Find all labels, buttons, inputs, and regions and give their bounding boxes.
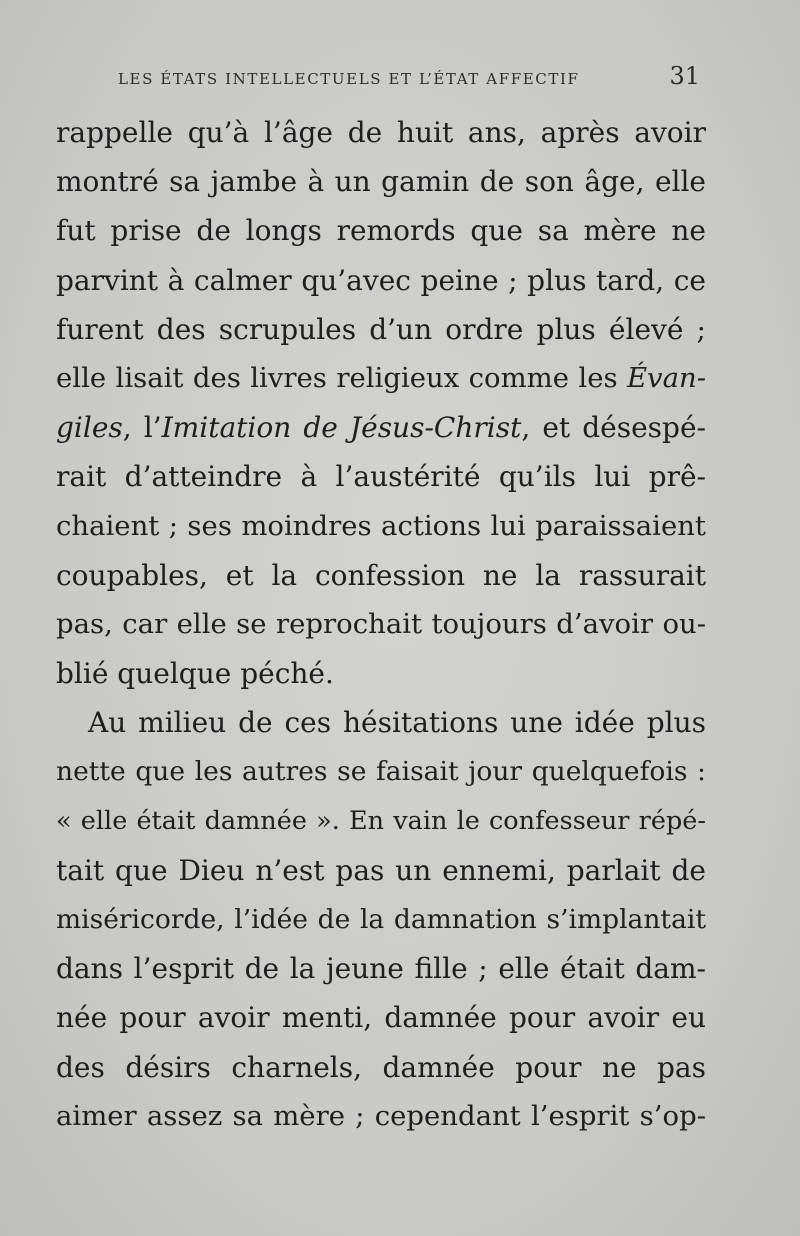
text-line: pas, car elle se reprochait toujours d’avoir ou- <box>56 607 706 640</box>
running-head-title: LES ÉTATS INTELLECTUELS ET L’ÉTAT AFFECTIF <box>118 70 580 88</box>
text-span: , et désespé- <box>521 411 706 445</box>
text-line: « elle était damnée ». En vain le confesseur répé- <box>56 805 706 836</box>
page-number: 31 <box>669 62 700 90</box>
text-line: née pour avoir menti, damnée pour avoir eu <box>56 1001 706 1035</box>
text-line: chaient ; ses moindres actions lui paraissaient <box>56 509 706 542</box>
italic-title: Imitation de Jésus-Christ <box>161 411 522 445</box>
text-line: miséricorde, l’idée de la damnation s’implantait <box>56 904 706 935</box>
text-line: dans l’esprit de la jeune fille ; elle était dam- <box>56 952 706 986</box>
text-line: fut prise de longs remords que sa mère ne <box>56 214 706 248</box>
italic-title: giles <box>56 411 123 445</box>
text-line: parvint à calmer qu’avec peine ; plus tard, ce <box>56 263 706 297</box>
text-line <box>56 354 706 403</box>
text-span: , l’ <box>122 411 162 445</box>
text-line <box>56 403 706 452</box>
body-text <box>56 108 706 1141</box>
running-head <box>118 62 700 92</box>
text-line: nette que les autres se faisait jour quelquefois : <box>56 756 706 788</box>
text-line: blié quelque péché. <box>56 657 334 691</box>
italic-title: Évan- <box>626 361 706 394</box>
text-line: des désirs charnels, damnée pour ne pas <box>56 1050 706 1084</box>
text-line: furent des scrupules d’un ordre plus élevé ; <box>56 312 706 346</box>
text-span: elle lisait des livres religieux comme les <box>56 361 627 394</box>
text-line: rait d’atteindre à l’austérité qu’ils lui prê- <box>56 460 706 494</box>
text-line: coupables, et la confession ne la rassurait <box>56 558 706 592</box>
text-line: aimer assez sa mère ; cependant l’esprit s’op- <box>56 1099 706 1132</box>
text-line: rappelle qu’à l’âge de huit ans, après avoir <box>56 116 706 149</box>
paragraph-first-line: Au milieu de ces hésitations une idée plus <box>88 706 706 740</box>
text-line: montré sa jambe à un gamin de son âge, elle <box>56 165 706 199</box>
text-line: tait que Dieu n’est pas un ennemi, parlait de <box>56 853 706 887</box>
